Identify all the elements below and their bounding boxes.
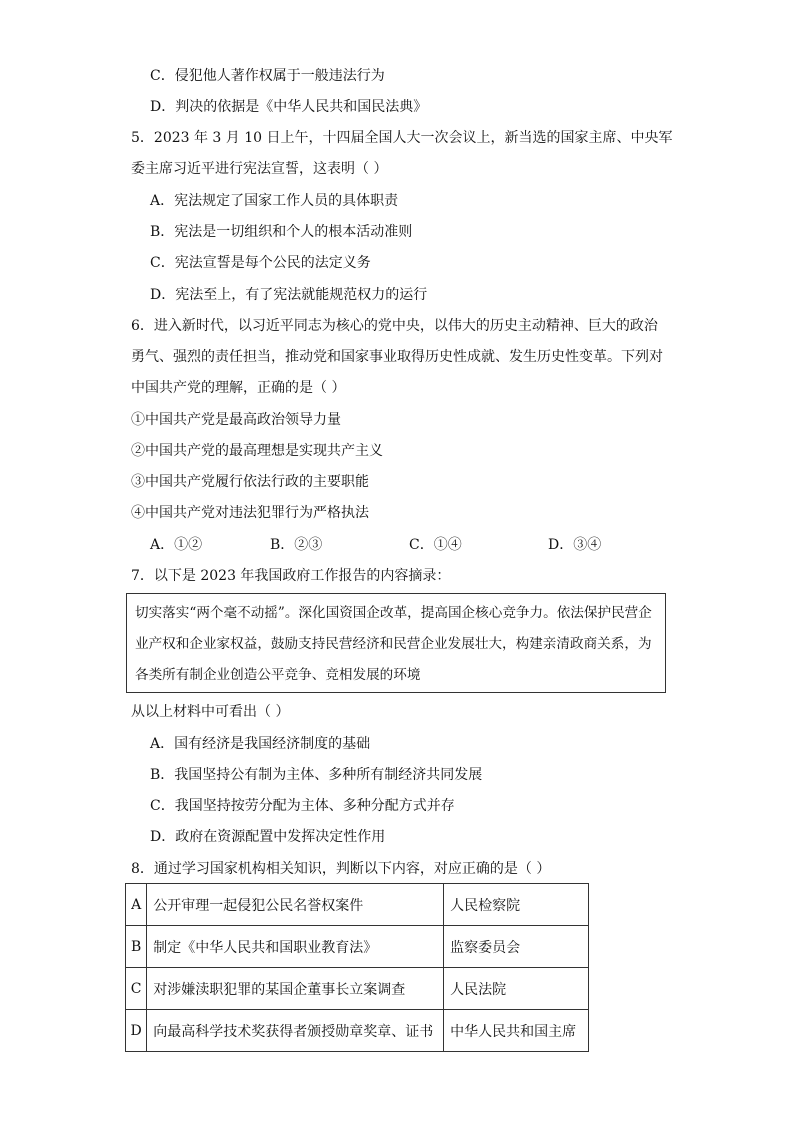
q8-row-organ: 中华人民共和国主席 (444, 1010, 589, 1052)
q4-option-d: D．判决的依据是《中华人民共和国民法典》 (150, 99, 428, 115)
q7-option-a: A．国有经济是我国经济制度的基础 (150, 736, 371, 752)
q8-row-organ: 监察委员会 (444, 926, 589, 968)
q6-statement-3: ③中国共产党履行依法行政的主要职能 (131, 474, 369, 490)
q8-row-organ: 人民法院 (444, 968, 589, 1010)
q4-option-c: C．侵犯他人著作权属于一般违法行为 (150, 68, 385, 84)
q7-option-d: D．政府在资源配置中发挥决定性作用 (150, 829, 386, 845)
q6-choices (150, 536, 670, 554)
q6-choice-a: A．①② (150, 537, 203, 553)
table-row (126, 884, 589, 926)
q8-row-item: 制定《中华人民共和国职业教育法》 (147, 926, 444, 968)
q6-stem-line3: 中国共产党的理解，正确的是（ ） (131, 380, 346, 396)
q7-stem: 7．以下是 2023 年我国政府工作报告的内容摘录： (131, 568, 451, 584)
q7-option-c: C．我国坚持按劳分配为主体、多种分配方式并存 (150, 798, 455, 814)
q6-choice-d: D．③④ (548, 537, 602, 553)
q7-material-box (126, 593, 666, 693)
q7-material-line1: 切实落实“两个毫不动摇”。深化国资国企改革，提高国企核心竞争力。依法保护民营企 (135, 605, 652, 621)
q5-stem-line2: 委主席习近平进行宪法宣誓，这表明（ ） (131, 161, 388, 177)
q8-row-item: 向最高科学技术奖获得者颁授勋章奖章、证书 (147, 1010, 444, 1052)
q7-option-b: B．我国坚持公有制为主体、多种所有制经济共同发展 (150, 767, 483, 783)
table-row (126, 1010, 589, 1052)
q8-row-key: A (126, 884, 147, 926)
q6-choice-b: B．②③ (270, 537, 323, 553)
q6-stem-line2: 勇气、强烈的责任担当，推动党和国家事业取得历史性成就、发生历史性变革。下列对 (131, 349, 663, 365)
q5-option-a: A．宪法规定了国家工作人员的具体职责 (150, 193, 399, 209)
q8-table (125, 883, 589, 1052)
q6-choice-c: C．①④ (409, 537, 462, 553)
q7-question: 从以上材料中可看出（ ） (131, 704, 290, 720)
q5-stem-line1: 5．2023 年 3 月 10 日上午，十四届全国人大一次会议上，新当选的国家主席、中央军 (131, 130, 673, 146)
q8-stem: 8．通过学习国家机构相关知识，判断以下内容，对应正确的是（ ） (131, 861, 551, 877)
q6-stem-line1: 6．进入新时代，以习近平同志为核心的党中央，以伟大的历史主动精神、巨大的政治 (131, 318, 658, 334)
q8-row-key: B (126, 926, 147, 968)
table-row (126, 968, 589, 1010)
q6-statement-2: ②中国共产党的最高理想是实现共产主义 (131, 443, 383, 459)
q8-row-item: 公开审理一起侵犯公民名誉权案件 (147, 884, 444, 926)
q8-row-item: 对涉嫌渎职犯罪的某国企董事长立案调查 (147, 968, 444, 1010)
q8-row-organ: 人民检察院 (444, 884, 589, 926)
q8-row-key: C (126, 968, 147, 1010)
q5-option-d: D．宪法至上，有了宪法就能规范权力的运行 (150, 287, 428, 303)
q7-material-line2: 业产权和企业家权益，鼓励支持民营经济和民营企业发展壮大，构建亲清政商关系，为 (135, 636, 652, 652)
q5-option-b: B．宪法是一切组织和个人的根本活动准则 (150, 224, 413, 240)
q7-material-line3: 各类所有制企业创造公平竞争、竞相发展的环境 (135, 667, 421, 683)
q6-statement-4: ④中国共产党对违法犯罪行为严格执法 (131, 505, 369, 521)
q5-option-c: C．宪法宣誓是每个公民的法定义务 (150, 255, 371, 271)
table-row (126, 926, 589, 968)
q8-row-key: D (126, 1010, 147, 1052)
q6-statement-1: ①中国共产党是最高政治领导力量 (131, 412, 341, 428)
